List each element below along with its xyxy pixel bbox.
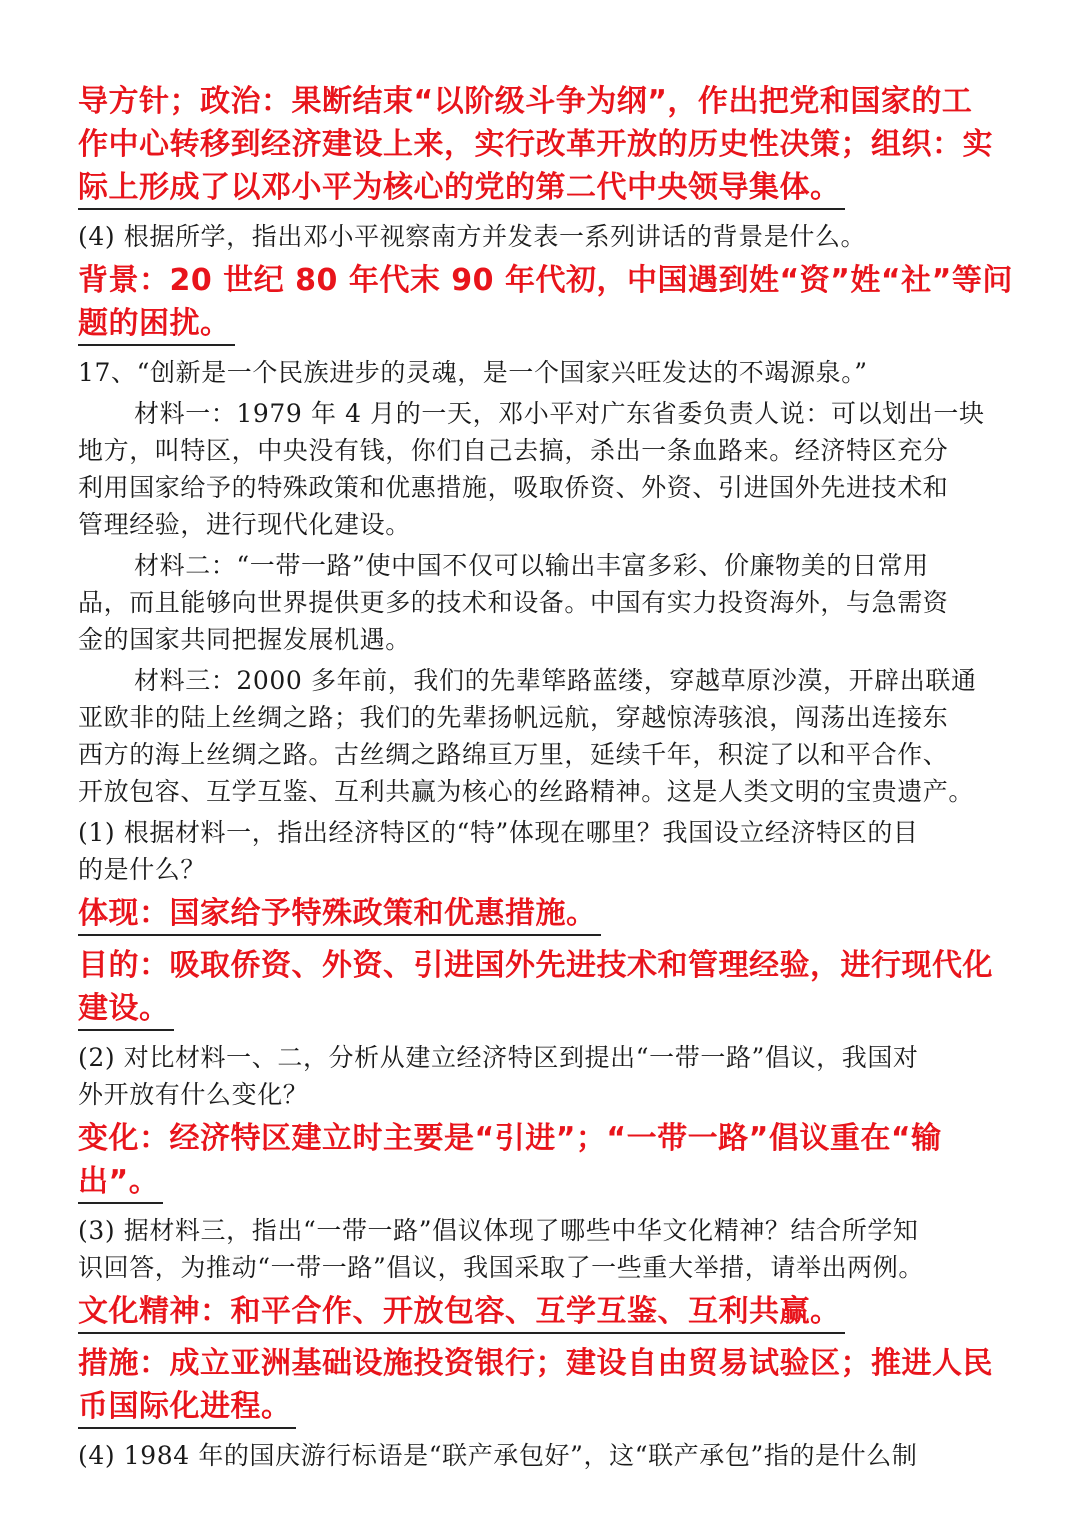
answer-line: 变化：经济特区建立时主要是“引进”；“一带一路”倡议重在“输 <box>78 1121 942 1156</box>
answer-line: 体现：国家给予特殊政策和优惠措施。 <box>78 893 601 936</box>
answer-line: 作中心转移到经济建设上来，实行改革开放的历史性决策；组织：实 <box>78 127 993 162</box>
text-line: 的是什么？ <box>78 855 207 884</box>
spacer <box>78 1334 1004 1342</box>
spacer <box>78 1429 1004 1437</box>
answer-block <box>78 1342 1004 1429</box>
answer-line: 导方针；政治：果断结束“以阶级斗争为纲”，作出把党和国家的工 <box>78 84 973 119</box>
answer-line: 建设。 <box>78 988 174 1031</box>
text-line: 品，而且能够向世界提供更多的技术和设备。中国有实力投资海外，与急需资 <box>78 588 949 617</box>
spacer <box>78 1204 1004 1212</box>
text-line: (1) 根据材料一，指出经济特区的“特”体现在哪里？我国设立经济特区的目 <box>78 818 919 847</box>
answer-line: 际上形成了以邓小平为核心的党的第二代中央领导集体。 <box>78 167 845 210</box>
document-page <box>78 80 1013 1478</box>
text-line: (4) 根据所学，指出邓小平视察南方并发表一系列讲话的背景是什么。 <box>78 222 867 251</box>
text-line: 材料三：2000 多年前，我们的先辈筚路蓝缕，穿越草原沙漠，开辟出联通 <box>134 666 977 695</box>
answer-block <box>78 944 1004 1031</box>
text-line: (3) 据材料三，指出“一带一路”倡议体现了哪些中华文化精神？结合所学知 <box>78 1216 919 1245</box>
text-line: (2) 对比材料一、二，分析从建立经济特区到提出“一带一路”倡议，我国对 <box>78 1043 919 1072</box>
text-line: 开放包容、互学互鉴、互利共赢为核心的丝路精神。这是人类文明的宝贵遗产。 <box>78 777 975 806</box>
text-line: 地方，叫特区，中央没有钱，你们自己去搞，杀出一条血路来。经济特区充分 <box>78 436 949 465</box>
text-line: 金的国家共同把握发展机遇。 <box>78 625 411 654</box>
text-line: 管理经验，进行现代化建设。 <box>78 510 411 539</box>
text-line: 外开放有什么变化？ <box>78 1080 309 1109</box>
spacer <box>78 1474 1004 1478</box>
answer-block <box>78 259 1013 346</box>
text-line: 识回答，为推动“一带一路”倡议，我国采取了一些重大举措，请举出两例。 <box>78 1253 924 1282</box>
text-line: 17、“创新是一个民族进步的灵魂，是一个国家兴旺发达的不竭源泉。” <box>78 358 868 387</box>
text-line: 西方的海上丝绸之路。古丝绸之路绵亘万里，延续千年，积淀了以和平合作、 <box>78 740 949 769</box>
answer-block <box>78 1290 1004 1334</box>
question-paragraph <box>78 218 1004 255</box>
spacer <box>78 1031 1004 1039</box>
text-line: 亚欧非的陆上丝绸之路；我们的先辈扬帆远航，穿越惊涛骇浪，闯荡出连接东 <box>78 703 949 732</box>
answer-block <box>78 80 1004 210</box>
spacer <box>78 346 1004 354</box>
text-line: 材料二：“一带一路”使中国不仅可以输出丰富多彩、价廉物美的日常用 <box>134 551 929 580</box>
answer-line: 出”。 <box>78 1161 163 1204</box>
text-line: (4) 1984 年的国庆游行标语是“联产承包好”，这“联产承包”指的是什么制 <box>78 1441 918 1470</box>
spacer <box>78 210 1004 218</box>
answer-line: 措施：成立亚洲基础设施投资银行；建设自由贸易试验区；推进人民 <box>78 1346 993 1381</box>
text-line: 材料一：1979 年 4 月的一天，邓小平对广东省委负责人说：可以划出一块 <box>134 399 985 428</box>
question-paragraph <box>78 1039 1004 1113</box>
answer-line: 币国际化进程。 <box>78 1386 296 1429</box>
answer-line: 背景：20 世纪 80 年代末 90 年代初，中国遇到姓“资”姓“社”等问 <box>78 263 1013 298</box>
answer-block <box>78 892 1004 936</box>
question-paragraph <box>78 354 1004 391</box>
answer-block <box>78 1117 1004 1204</box>
text-line: 利用国家给予的特殊政策和优惠措施，吸取侨资、外资、引进国外先进技术和 <box>78 473 949 502</box>
question-paragraph <box>78 814 1004 888</box>
material-paragraph <box>78 547 1004 658</box>
spacer <box>78 936 1004 944</box>
answer-line: 题的困扰。 <box>78 303 235 346</box>
question-paragraph <box>78 1437 1004 1474</box>
answer-line: 目的：吸取侨资、外资、引进国外先进技术和管理经验，进行现代化 <box>78 948 993 983</box>
question-paragraph <box>78 1212 1004 1286</box>
material-paragraph <box>78 662 1004 810</box>
answer-line: 文化精神：和平合作、开放包容、互学互鉴、互利共赢。 <box>78 1291 845 1334</box>
material-paragraph <box>78 395 1004 543</box>
